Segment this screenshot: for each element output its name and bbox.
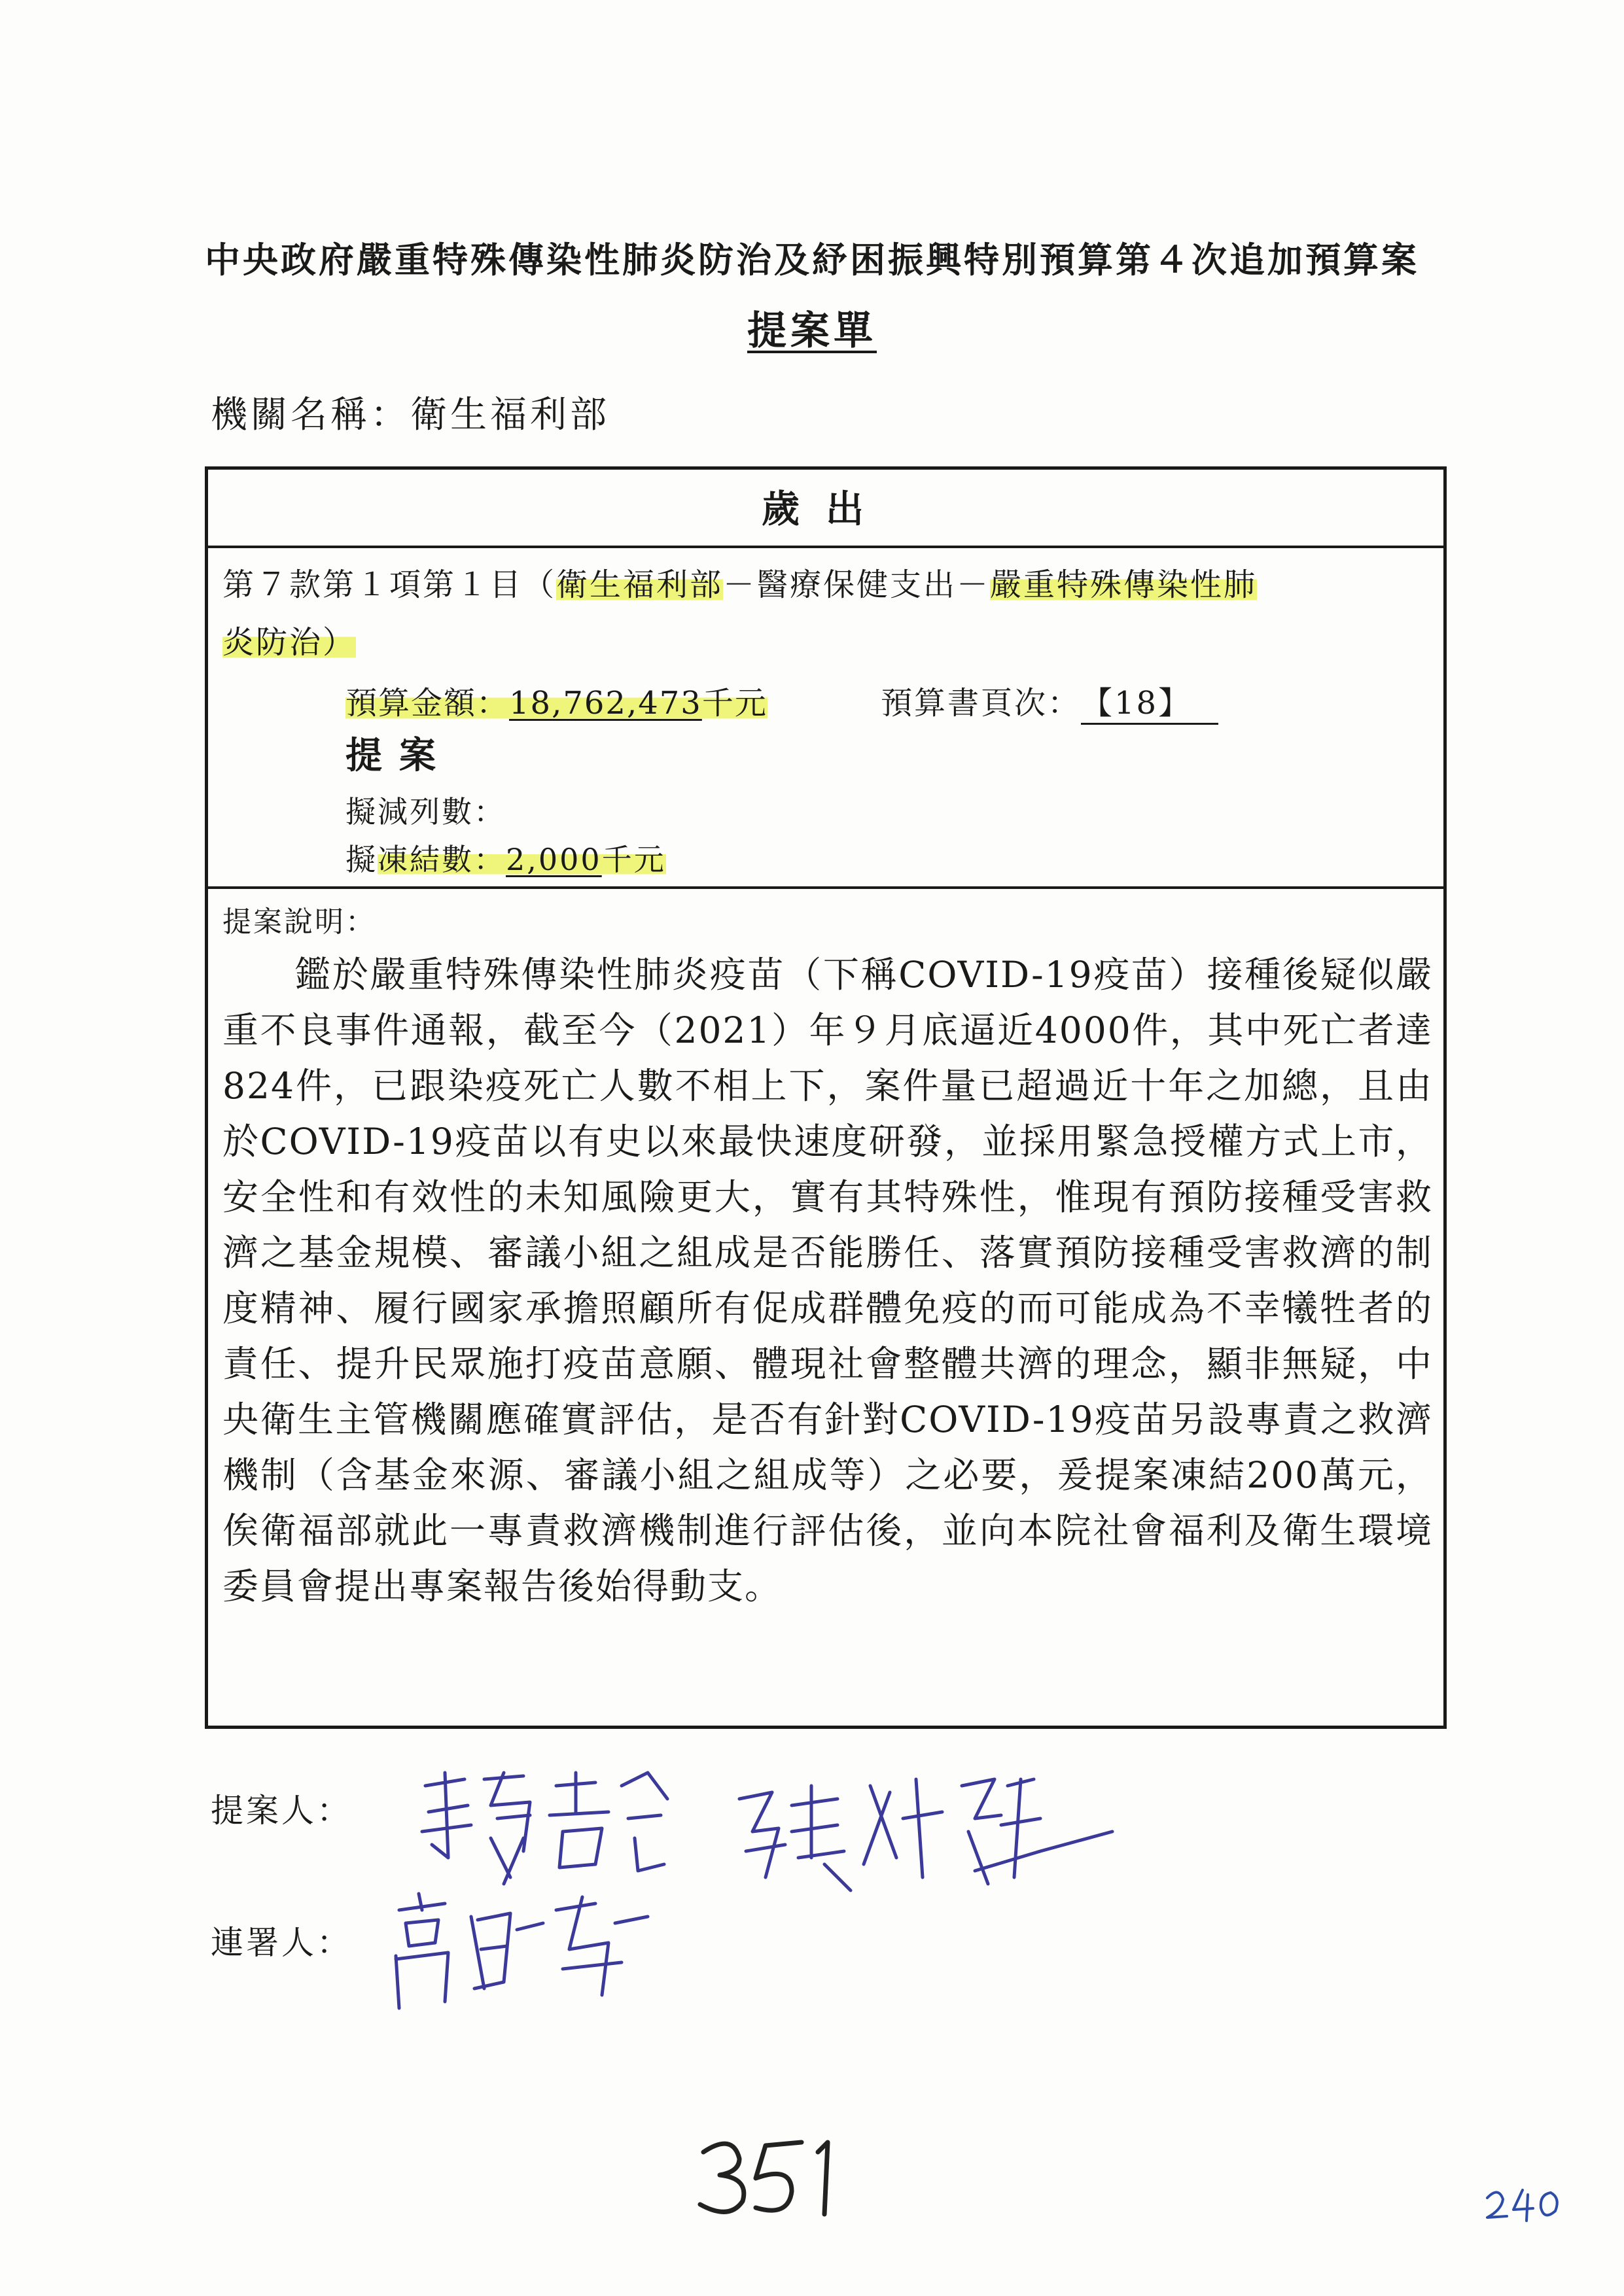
reduce-amount-row: 擬減列數： bbox=[345, 794, 506, 829]
freeze-unit: 千元 bbox=[601, 842, 666, 877]
explanation-label: 提案說明： bbox=[222, 905, 376, 939]
freeze-amount-row bbox=[345, 836, 666, 879]
proposer-signature-1 bbox=[412, 1760, 674, 1904]
explanation-text: 鑑於嚴重特殊傳染性肺炎疫苗（下稱COVID-19疫苗）接種後疑似嚴重不良事件通報，截至今（2021）年９月底逼近4000件，其中死亡者達824件，已跟染疫死亡人數不相上下，案件量已超過近十年之加總，且由於COVID-19疫苗以有史以來最快速度研發，並採用緊急授權方式上市，安全性和有效性的未知風險更大，實有其特殊性，惟現有預防接種受害救濟之基金規模、審議小組之組成是否能勝任、落實預防接種受害救濟的制度精神、履行國家承擔照顧所有促成群體免疫的而可能成為不幸犧牲者的責任、提升民眾施打疫苗意願、體現社會整體共濟的理念，顯非無疑，中央衛生主管機關應確實評估，是否有針對COVID-19疫苗另設專責之救濟機制（含基金來源、審議小組之組成等）之必要，爰提案凍結200萬元，俟衛福部就此一專責救濟機制進行評估後，並向本院社會福利及衛生環境委員會提出專案報告後始得動支。 bbox=[222, 954, 1433, 1607]
box-divider bbox=[208, 886, 1443, 889]
item-highlight-program: 嚴重特殊傳染性肺 bbox=[990, 566, 1258, 603]
budget-unit: 千元 bbox=[701, 685, 768, 722]
subtitle-text: 提案單 bbox=[747, 308, 877, 354]
cosigner-label: 連署人： bbox=[211, 1924, 352, 1962]
item-highlight-agency: 衛生福利部 bbox=[556, 566, 724, 603]
proposal-box bbox=[205, 466, 1447, 1729]
item-highlight-program-cont: 炎防治） bbox=[222, 624, 357, 661]
handwritten-corner-number bbox=[1482, 2185, 1567, 2224]
document-subtitle bbox=[0, 300, 1624, 356]
freeze-label-prefix: 擬 bbox=[345, 842, 378, 877]
section-heading: 歲出 bbox=[208, 470, 1443, 548]
proposal-heading: 提案 bbox=[345, 734, 453, 777]
cosigner-signature bbox=[386, 1884, 661, 2015]
agency-value: 衛生福利部 bbox=[410, 394, 610, 436]
budget-item-line-2 bbox=[222, 617, 356, 662]
proposer-signature-2 bbox=[726, 1760, 1119, 1904]
item-middle: －醫療保健支出－ bbox=[723, 566, 991, 603]
agency-line bbox=[211, 386, 610, 438]
budget-amount-row bbox=[345, 678, 768, 723]
agency-label: 機關名稱： bbox=[211, 394, 410, 436]
budget-item-line bbox=[222, 559, 1257, 604]
freeze-value: 2,000 bbox=[506, 842, 602, 877]
budget-value: 18,762,473 bbox=[509, 685, 702, 722]
document-title: 中央政府嚴重特殊傳染性肺炎防治及紓困振興特別預算第４次追加預算案 bbox=[205, 239, 1419, 281]
handwritten-page-number bbox=[694, 2132, 851, 2224]
proposer-label: 提案人： bbox=[211, 1792, 352, 1830]
page-label: 預算書頁次： bbox=[881, 685, 1082, 722]
item-prefix: 第７款第１項第１目（ bbox=[222, 566, 557, 603]
page-value: 【18】 bbox=[1081, 678, 1218, 725]
budget-label: 預算金額： bbox=[345, 685, 510, 722]
page-reference-row bbox=[881, 678, 1218, 725]
freeze-label: 凍結數： bbox=[378, 842, 506, 877]
